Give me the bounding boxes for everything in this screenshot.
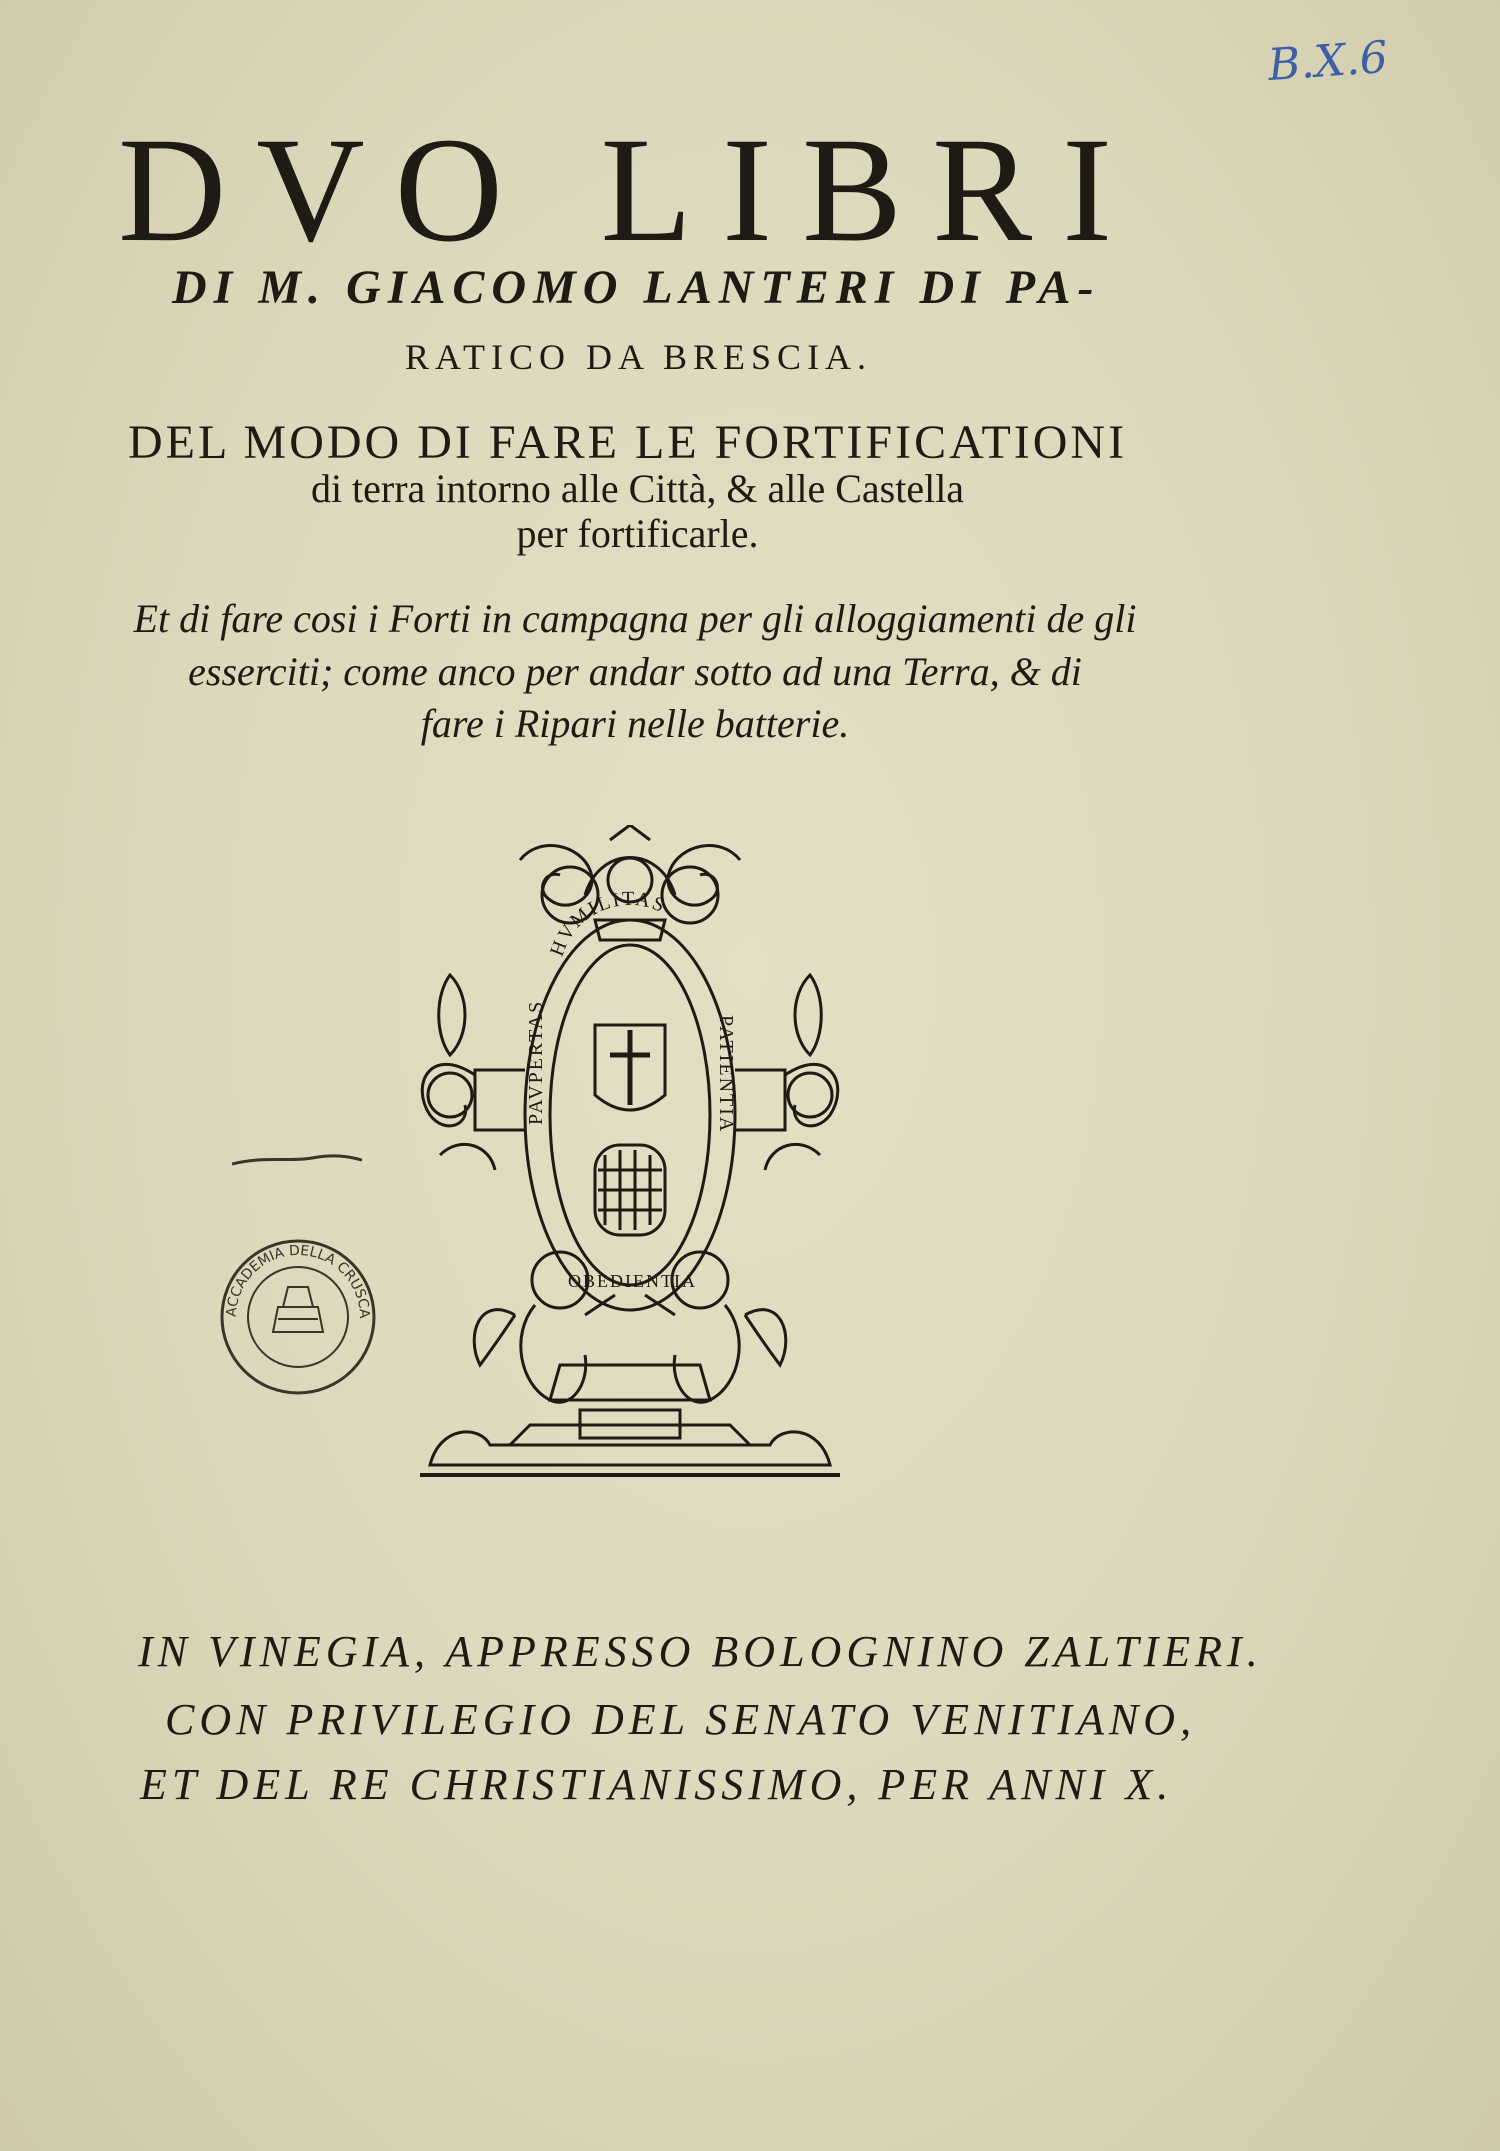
- description-line-1: Et di fare cosi i Forti in campagna per gli alloggiamenti de gli: [133, 596, 1137, 641]
- imprint-line-3: ET DEL RE CHRISTIANISSIMO, PER ANNI X.: [140, 1760, 1174, 1809]
- library-stamp: [218, 1237, 378, 1397]
- subtitle-line-2: per fortificarle.: [516, 511, 759, 556]
- imprint-line-2: CON PRIVILEGIO DEL SENATO VENITIANO,: [165, 1695, 1197, 1744]
- imprint-line-1: IN VINEGIA, APPRESSO BOLOGNINO ZALTIERI.: [138, 1627, 1263, 1676]
- motto-bottom: OBEDIENTIA: [568, 1271, 697, 1291]
- ink-mark: [232, 1150, 362, 1170]
- description-line-3: fare i Ripari nelle batterie.: [420, 701, 850, 746]
- subtitle-heading: DEL MODO DI FARE LE FORTIFICATIONI: [128, 416, 1128, 469]
- book-title: DVO LIBRI: [118, 107, 1143, 273]
- stamp-text: ACCADEMIA DELLA CRUSCA: [223, 1242, 373, 1319]
- printers-device-woodcut: [410, 825, 850, 1485]
- handwritten-shelfmark: B.X.6: [1266, 31, 1390, 92]
- author-line-1: DI M. GIACOMO LANTERI DI PA-: [172, 261, 1101, 314]
- author-line-2: RATICO DA BRESCIA.: [405, 337, 873, 377]
- subtitle-line-1: di terra intorno alle Città, & alle Castella: [310, 466, 965, 511]
- description-line-2: esserciti; come anco per andar sotto ad una Terra, & di: [188, 649, 1082, 694]
- motto-top: HVMILITAS: [545, 887, 670, 960]
- motto-left: PAVPERTAS: [525, 999, 547, 1125]
- motto-right: PATIENTIA: [715, 1015, 737, 1134]
